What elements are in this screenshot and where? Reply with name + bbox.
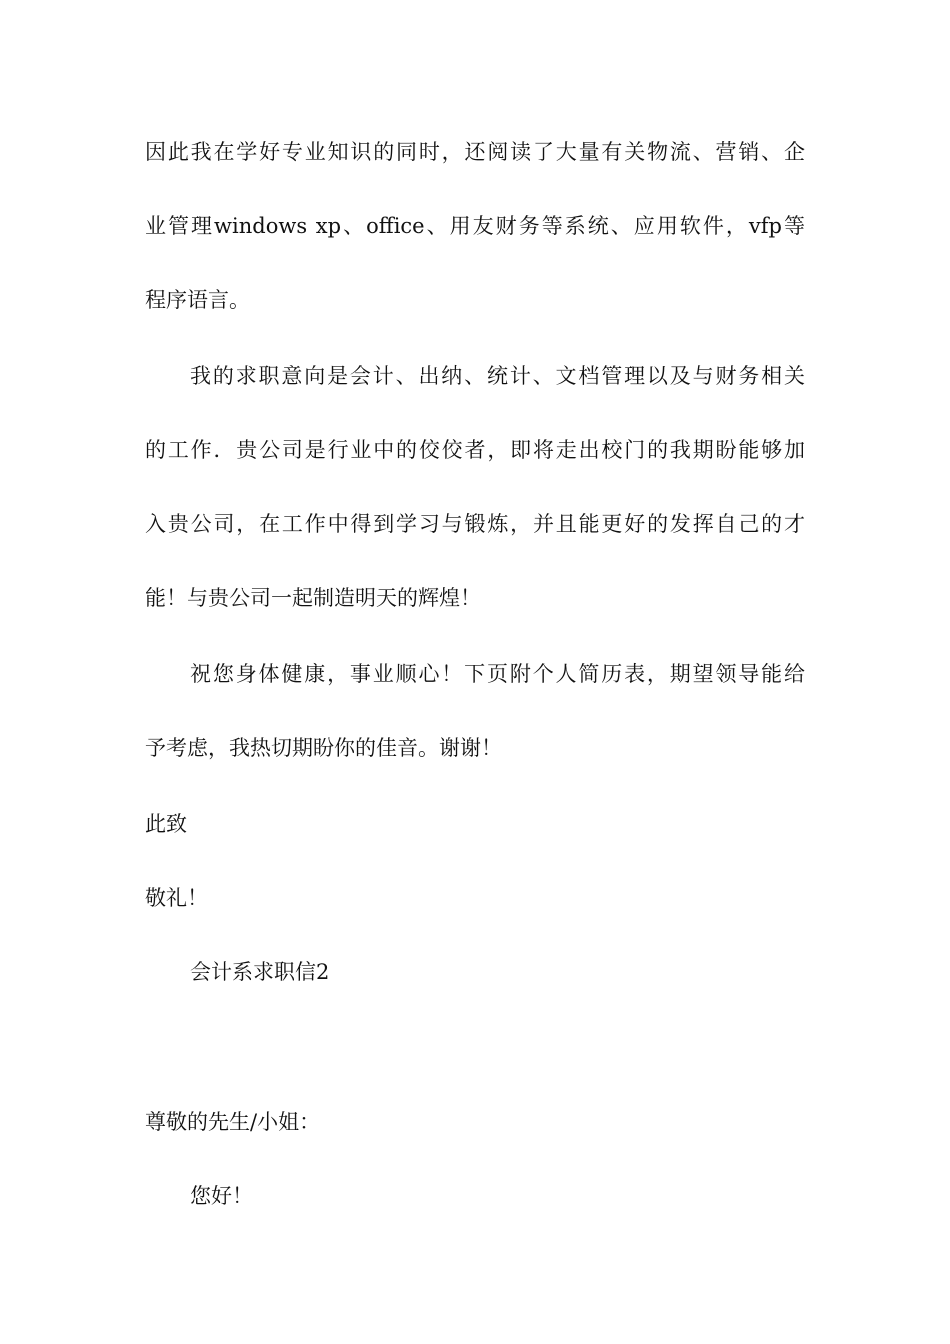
greeting: 您好！	[190, 1184, 253, 1208]
paragraph-line: 因此我在学好专业知识的同时，还阅读了大量有关物流、营销、企	[145, 140, 805, 164]
paragraph-line: 我的求职意向是会计、出纳、统计、文档管理以及与财务相关	[190, 364, 805, 388]
paragraph-line: 业管理windows xp、office、用友财务等系统、应用软件，vfp等	[145, 214, 805, 238]
paragraph-line: 祝您身体健康，事业顺心！下页附个人简历表，期望领导能给	[190, 662, 805, 686]
paragraph-line: 程序语言。	[145, 288, 250, 312]
closing-line: 此致	[145, 812, 187, 836]
paragraph-line: 能！与贵公司一起制造明天的辉煌！	[145, 586, 481, 610]
salutation: 尊敬的先生/小姐：	[145, 1110, 321, 1134]
section-title: 会计系求职信2	[190, 960, 330, 984]
paragraph-line: 入贵公司，在工作中得到学习与锻炼，并且能更好的发挥自己的才	[145, 512, 805, 536]
paragraph-line: 的工作．贵公司是行业中的佼佼者，即将走出校门的我期盼能够加	[145, 438, 805, 462]
closing-regards: 敬礼！	[145, 886, 208, 910]
paragraph-line: 予考虑，我热切期盼你的佳音。谢谢！	[145, 736, 502, 760]
